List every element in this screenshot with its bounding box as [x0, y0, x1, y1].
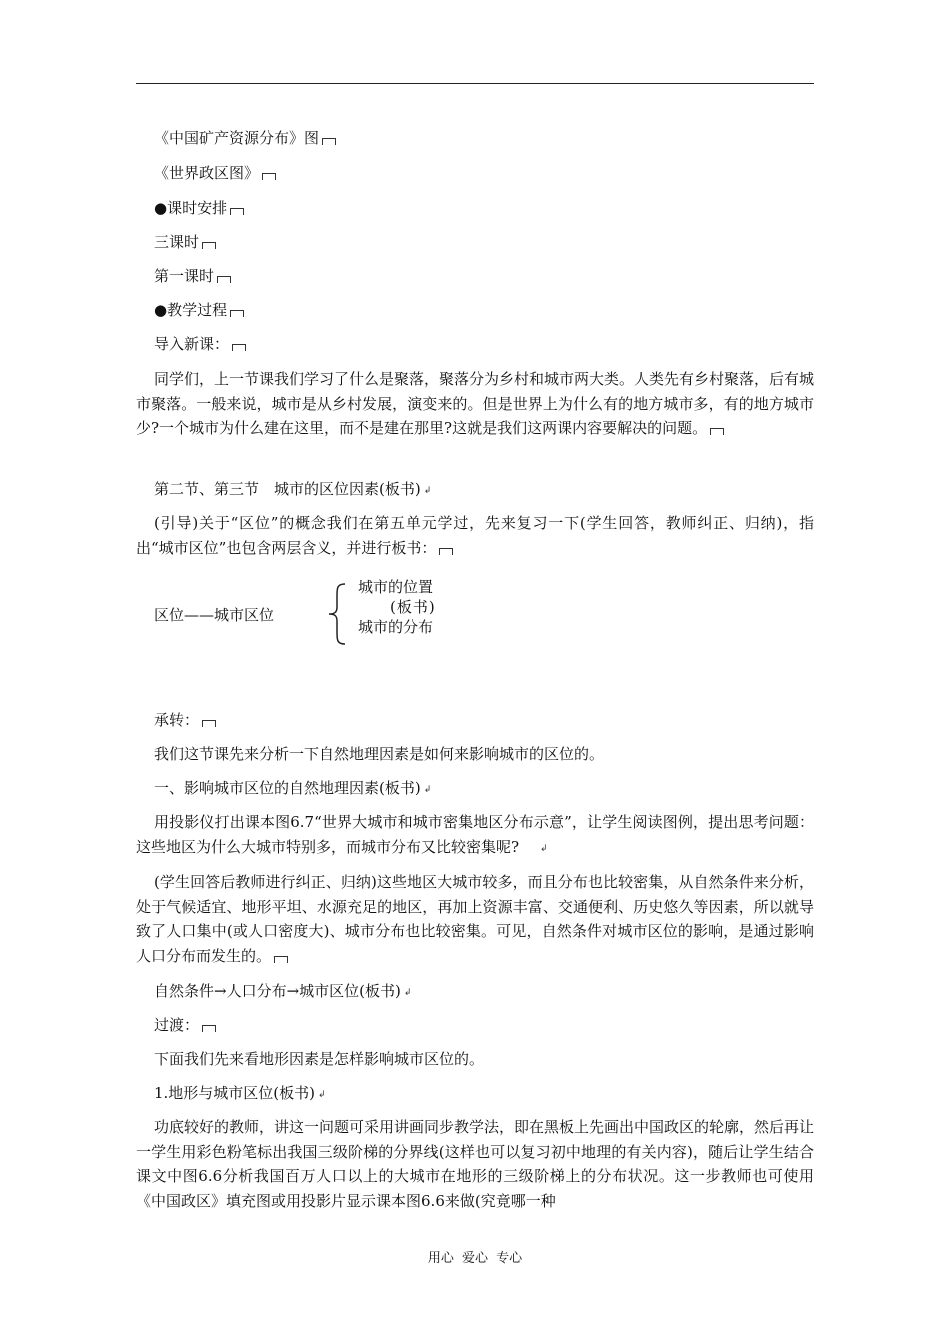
section-heading: [154, 478, 431, 502]
header-rule: [136, 83, 814, 84]
diagram-item-distribution: 城市的分布: [358, 618, 434, 636]
paragraph-mark-icon: [202, 1025, 216, 1032]
paragraph-text: (学生回答后教师进行纠正、归纳)这些地区大城市较多，而且分布也比较密集，从自然条件来分析，处于气候适宜、地形平坦、水源充足的地区，再加上资源丰富、交通便利、历史悠久等因素，所以就导致了人口集中(或人口密度大)、城市分布也比较密集。可见，自然条件对城市区位的影响，是通过影响人口分布而发生的。: [136, 873, 814, 965]
section-heading: [154, 1082, 326, 1106]
diagram-board-note: (板书): [390, 598, 436, 616]
line-text: ●教学过程: [154, 301, 228, 319]
text-line: [154, 127, 336, 149]
paragraph-text: (引导)关于“区位”的概念我们在第五单元学过，先来复习一下(学生回答，教师纠正、归纳)，指出“城市区位”也包含两层含义，并进行板书：: [136, 514, 814, 557]
text-line: [154, 1014, 216, 1036]
line-text: ●课时安排: [154, 199, 228, 217]
line-text: 自然条件→人口分布→城市区位(板书): [154, 982, 401, 1000]
line-break-arrow-icon: ↲: [423, 785, 432, 795]
line-text: 第一课时: [154, 267, 215, 285]
paragraph-mark-icon: [217, 276, 231, 283]
line-text: 《世界政区图》: [154, 164, 260, 182]
line-text: 三课时: [154, 233, 200, 251]
paragraph-text: 功底较好的教师，讲这一问题可采用讲画同步教学法，即在黑板上先画出中国政区的轮廓，然后再让一学生用彩色粉笔标出我国三级阶梯的分界线(这样也可以复习初中地理的有关内容)，随后让学生结合课文中图6.6分析我国百万人口以上的大城市在地形的三级阶梯上的分布状况。这一步教师也可使用《中国政区》填充图或用投影片显示课本图6.6来做(究竟哪一种: [136, 1118, 815, 1210]
line-text: 下面我们先来看地形因素是怎样影响城市区位的。: [154, 1050, 485, 1068]
line-text: 《中国矿产资源分布》图: [154, 129, 320, 147]
paragraph-mark-icon: [232, 344, 246, 351]
line-text: 1.地形与城市区位(板书): [154, 1084, 316, 1102]
paragraph-mark-icon: [274, 956, 288, 963]
text-line: [154, 197, 244, 219]
paragraph-mark-icon: [439, 548, 453, 555]
text-line: [154, 162, 276, 184]
text-line: [154, 299, 244, 321]
text-line: [154, 231, 216, 253]
curly-brace-icon: [326, 582, 348, 646]
paragraph-mark-icon: [202, 242, 216, 249]
line-break-arrow-icon: ↲: [403, 988, 412, 998]
text-line: [154, 980, 411, 1004]
line-text: 承转：: [154, 711, 200, 729]
line-text: 我们这节课先来分析一下自然地理因素是如何来影响城市的区位的。: [154, 745, 605, 763]
paragraph: [136, 367, 814, 441]
text-line: [154, 1048, 484, 1070]
paragraph: [136, 870, 814, 968]
diagram-left-label: 区位——城市区位: [154, 606, 275, 624]
paragraph-text: 同学们，上一节课我们学习了什么是聚落，聚落分为乡村和城市两大类。人类先有乡村聚落，后有城市聚落。一般来说，城市是从乡村发展，演变来的。但是世界上为什么有的地方城市多，有的地方城市少?一个城市为什么建在这里，而不是建在那里?这就是我们这两课内容要解决的问题。: [136, 370, 815, 437]
line-text: 导入新课：: [154, 335, 230, 353]
line-break-arrow-icon: ↲: [318, 1090, 326, 1100]
paragraph-text: 用投影仪打出课本图6.7“世界大城市和城市密集地区分布示意”，让学生阅读图例，提出思考问题：这些地区为什么大城市特别多，而城市分布又比较密集呢?: [136, 813, 814, 856]
paragraph: [136, 810, 814, 861]
paragraph: [136, 511, 814, 560]
paragraph-mark-icon: [710, 428, 724, 435]
line-break-arrow-icon: ↲: [540, 843, 548, 854]
text-line: [154, 743, 604, 765]
paragraph: [136, 1115, 814, 1213]
line-text: 一、影响城市区位的自然地理因素(板书): [154, 779, 421, 797]
line-text: 过渡：: [154, 1016, 200, 1034]
text-line: [154, 709, 216, 731]
text-line: [154, 333, 246, 355]
paragraph-mark-icon: [202, 720, 216, 727]
page-footer: 用心 爱心 专心: [427, 1251, 523, 1266]
diagram-item-position: 城市的位置: [358, 578, 434, 596]
paragraph-mark-icon: [230, 310, 244, 317]
text-line: [154, 265, 231, 287]
paragraph-mark-icon: [230, 208, 244, 215]
paragraph-mark-icon: [322, 138, 336, 145]
section-heading: [154, 777, 431, 801]
line-break-arrow-icon: ↲: [423, 486, 432, 496]
line-text: 第二节、第三节 城市的区位因素(板书): [154, 480, 421, 498]
paragraph-mark-icon: [262, 173, 276, 180]
